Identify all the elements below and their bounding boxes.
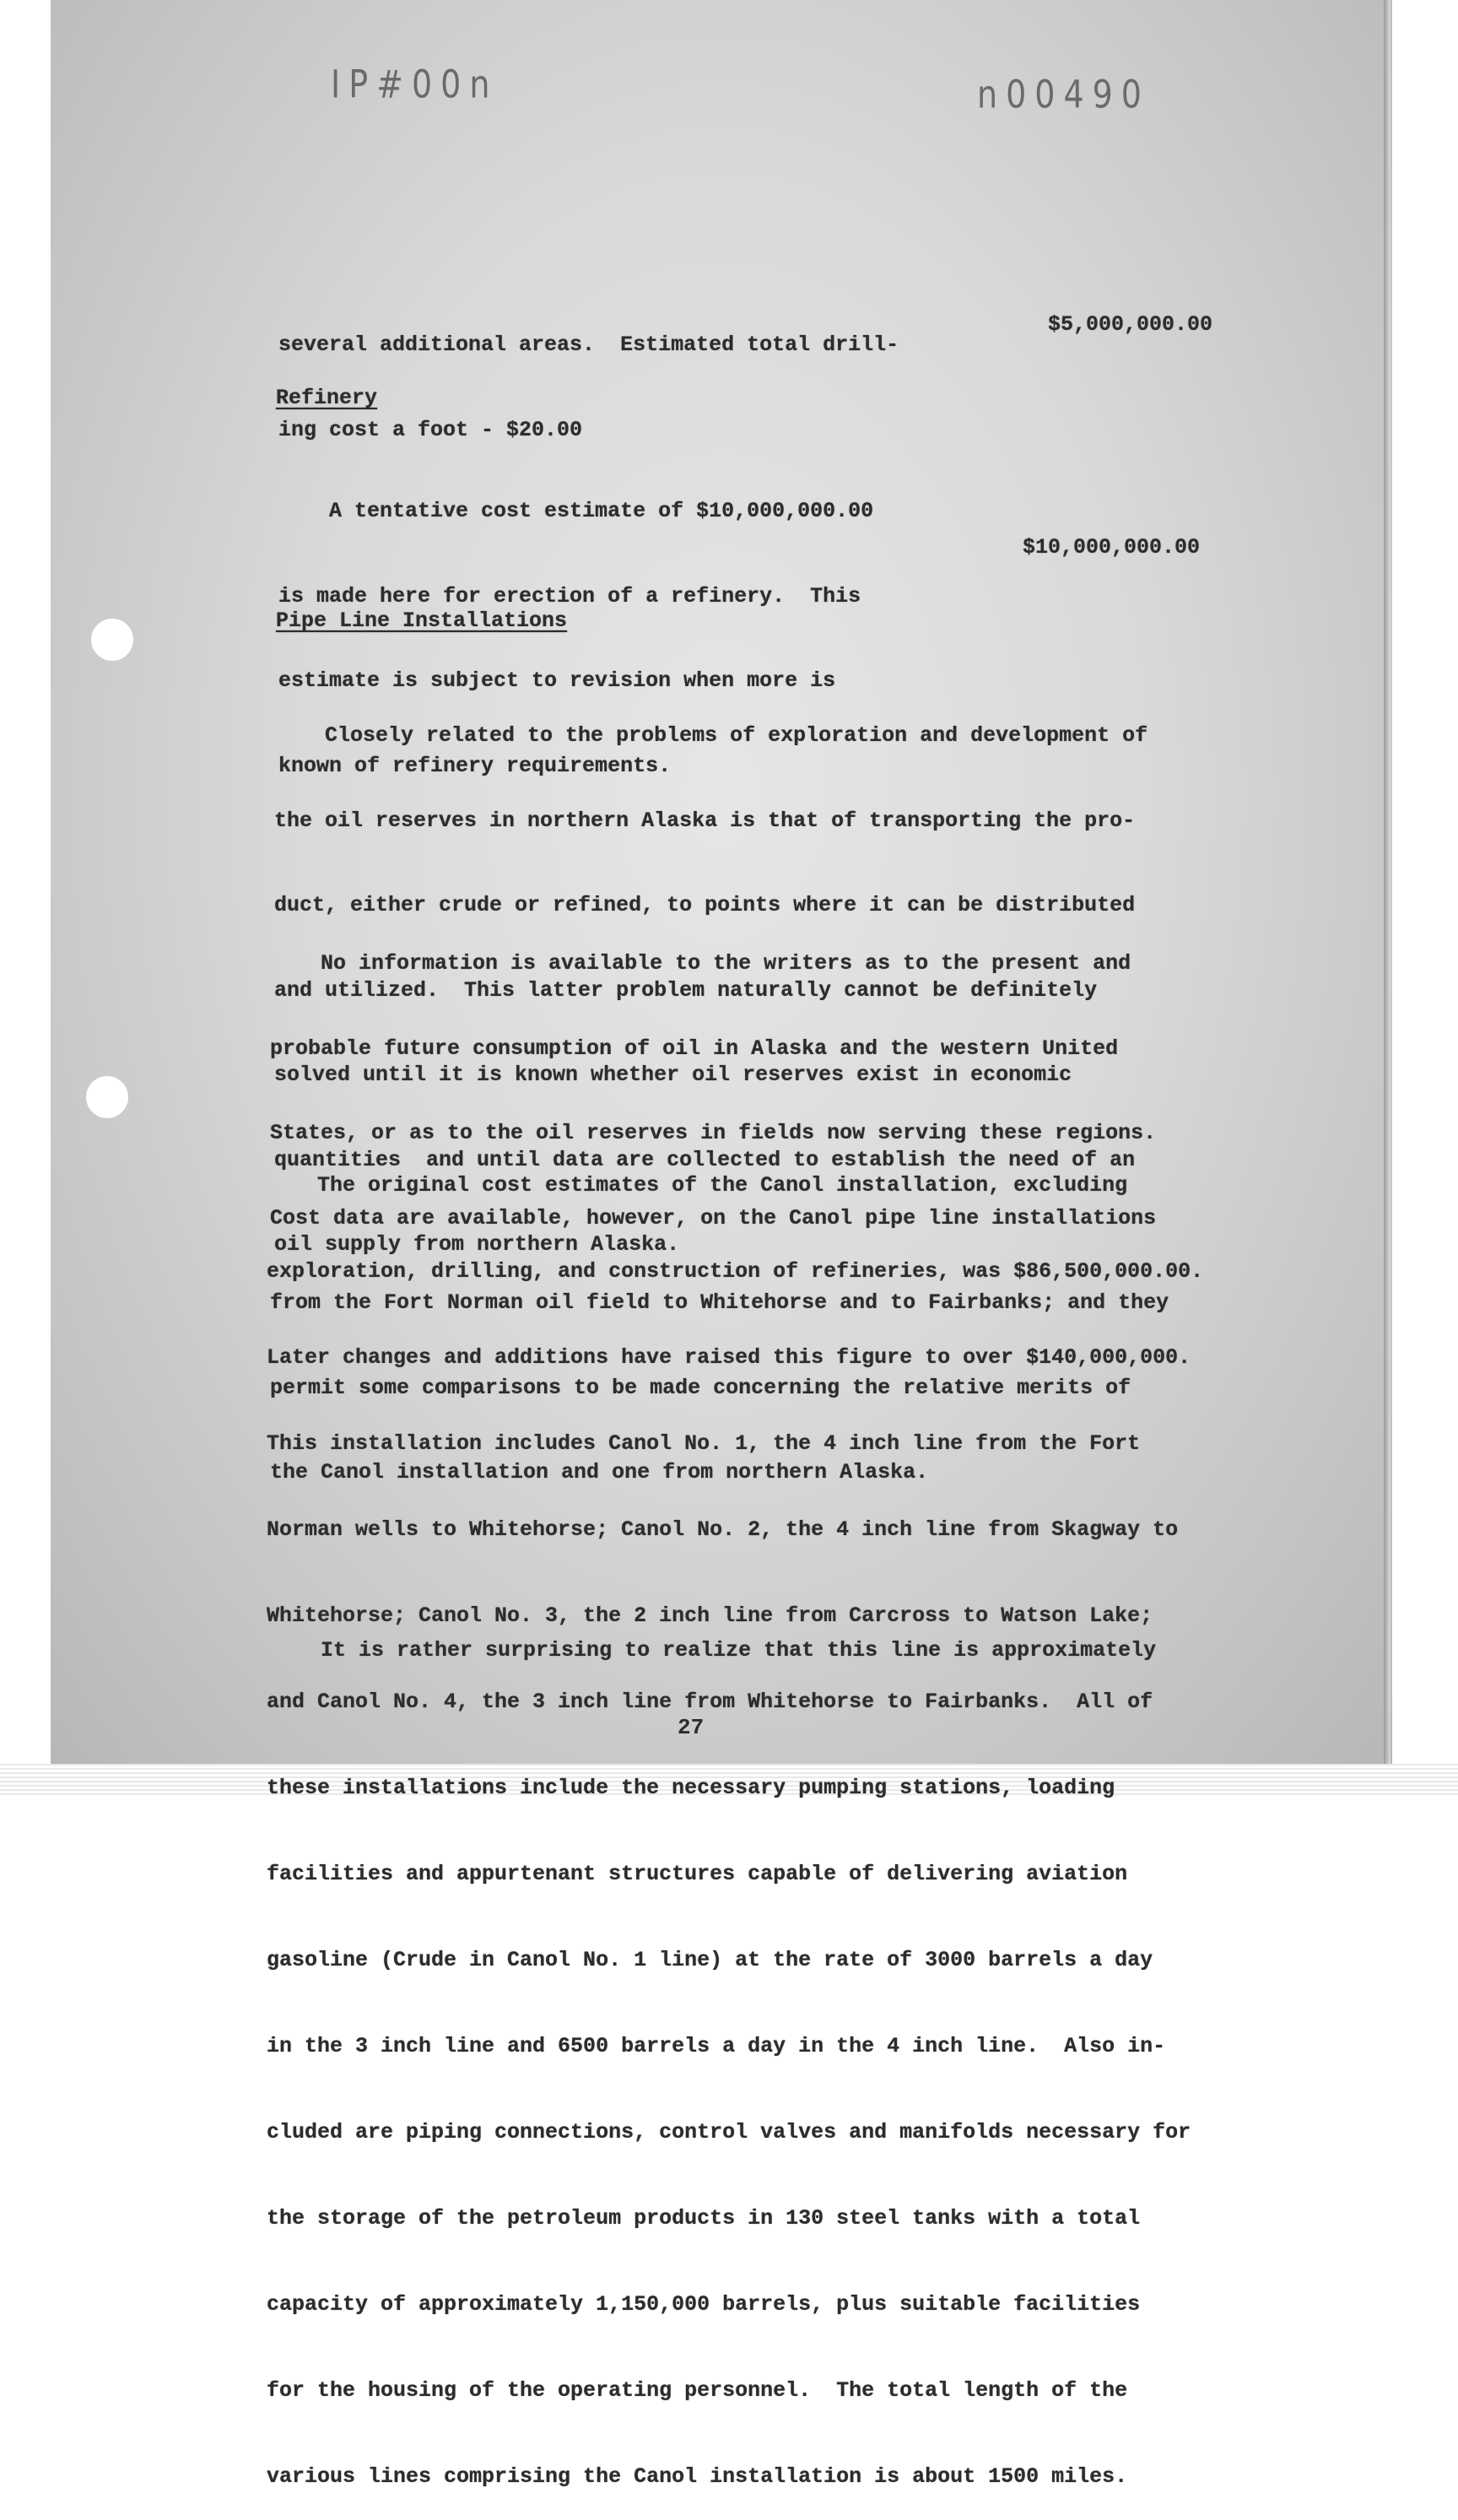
refinery-amount: $10,000,000.00 — [1023, 535, 1201, 560]
text-line: in the 3 inch line and 6500 barrels a day in the 4 inch line. Also in- — [267, 2034, 1166, 2058]
text-line: The original cost estimates of the Canol installation, excluding — [267, 1173, 1128, 1198]
pipeline-paragraph-3 — [267, 1114, 1203, 2520]
text-line: States, or as to the oil reserves in fields now serving these regions. — [270, 1121, 1157, 1145]
text-line: known of refinery requirements. — [278, 753, 672, 778]
text-line: Cost data are available, however, on the Canol pipe line installations — [270, 1205, 1157, 1230]
pipeline-heading: Pipe Line Installations — [276, 608, 568, 633]
text-line: for the housing of the operating personnel. The total length of the — [267, 2378, 1128, 2403]
text-line: duct, either crude or refined, to points where it can be distributed — [274, 893, 1136, 917]
text-line: quantities and until data are collected to establish the need of an — [274, 1147, 1136, 1172]
text-line: ing cost a foot - $20.00 — [278, 417, 583, 442]
stamp-left-code: IP#00n — [331, 62, 499, 107]
text-line: exploration, drilling, and construction of refineries, was $86,500,000.00. — [267, 1259, 1204, 1284]
text-line: several additional areas. Estimated total drill- — [278, 333, 899, 357]
text-line: various lines comprising the Canol installation is about 1500 miles. — [267, 2464, 1128, 2489]
text-line: cluded are piping connections, control valves and manifolds necessary for — [267, 2120, 1191, 2144]
text-line: the oil reserves in northern Alaska is that of transporting the pro- — [274, 808, 1136, 833]
drilling-amount: $5,000,000.00 — [1048, 312, 1213, 337]
text-line: and utilized. This latter problem naturally cannot be definitely — [274, 977, 1098, 1003]
text-line: these installations include the necessary pumping stations, loading — [267, 1776, 1115, 1800]
text-line: the storage of the petroleum products in 130 steel tanks with a total — [267, 2206, 1141, 2231]
text-line: facilities and appurtenant structures capable of delivering aviation — [267, 1862, 1128, 1886]
text-line: probable future consumption of oil in Alaska and the western United — [270, 1036, 1119, 1061]
text-line: the Canol installation and one from northern Alaska. — [270, 1460, 929, 1484]
page-number: 27 — [678, 1715, 705, 1740]
text-line: No information is available to the writers as to the present and — [270, 951, 1131, 976]
text-line: capacity of approximately 1,150,000 barrels, plus suitable facilities — [267, 2292, 1141, 2317]
punch-hole-bottom — [86, 1076, 128, 1118]
text-line: gasoline (Crude in Canol No. 1 line) at the rate of 3000 barrels a day — [267, 1948, 1153, 1972]
refinery-heading: Refinery — [276, 386, 378, 410]
text-line: Closely related to the problems of exploration and development of — [274, 723, 1148, 748]
text-line: and Canol No. 4, the 3 inch line from Whitehorse to Fairbanks. All of — [267, 1690, 1153, 1714]
text-line: Whitehorse; Canol No. 3, the 2 inch line from Carcross to Watson Lake; — [267, 1603, 1153, 1628]
text-line: A tentative cost estimate of $10,000,000.00 — [278, 499, 874, 523]
text-line: It is rather surprising to realize that this line is approximately — [270, 1638, 1157, 1663]
text-line: estimate is subject to revision when more is — [278, 668, 836, 693]
stamp-document-number: n00490 — [977, 72, 1150, 117]
text-line: This installation includes Canol No. 1, the 4 inch line from the Fort — [267, 1431, 1141, 1456]
text-line: Norman wells to Whitehorse; Canol No. 2, the 4 inch line from Skagway to — [267, 1517, 1179, 1542]
text-line: from the Fort Norman oil field to Whitehorse and to Fairbanks; and they — [270, 1290, 1169, 1315]
text-line: oil supply from northern Alaska. — [274, 1232, 680, 1257]
text-line: Later changes and additions have raised this figure to over $140,000,000. — [267, 1345, 1191, 1370]
punch-hole-top — [91, 619, 133, 661]
page-edge-shadow — [1384, 0, 1390, 1764]
text-line: solved until it is known whether oil reserves exist in economic — [274, 1063, 1072, 1087]
text-line: permit some comparisons to be made concerning the relative merits of — [270, 1375, 1131, 1400]
text-line: is made here for erection of a refinery. This — [278, 583, 861, 608]
pipeline-paragraph-4 — [270, 1580, 1156, 1693]
